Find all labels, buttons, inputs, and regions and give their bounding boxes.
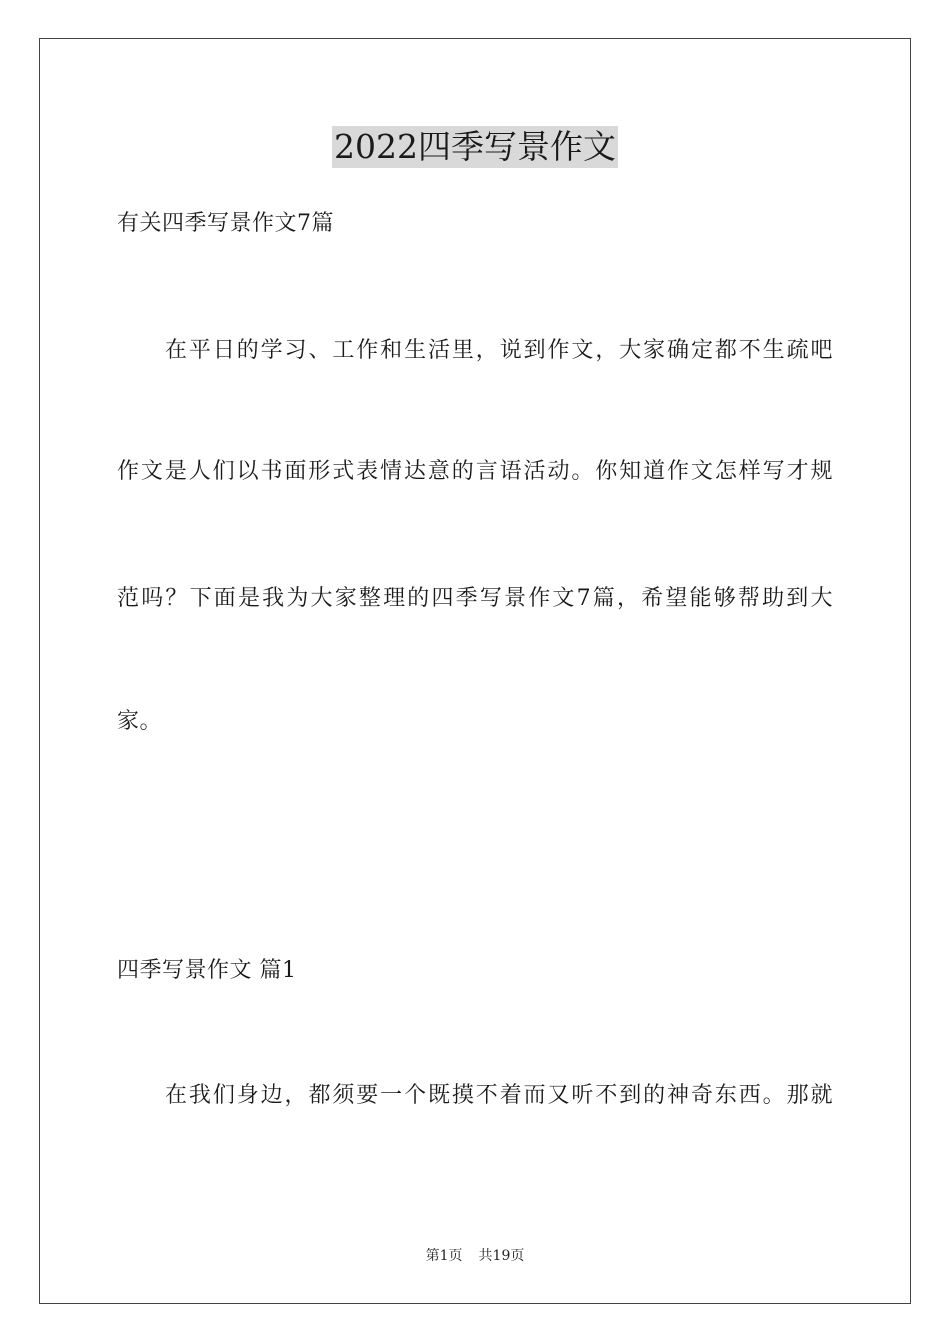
intro-line-3: 范吗？下面是我为大家整理的四季写景作文7篇，希望能够帮助到大 xyxy=(117,586,833,611)
intro-line-1: 在平日的学习、工作和生活里，说到作文，大家确定都不生疏吧 xyxy=(165,338,833,363)
intro-line-2: 作文是人们以书面形式表情达意的言语活动。你知道作文怎样写才规 xyxy=(117,459,833,484)
document-subtitle: 有关四季写景作文7篇 xyxy=(117,211,334,236)
page-number-total: 共19页 xyxy=(478,1248,525,1264)
page-number-current: 第1页 xyxy=(425,1248,463,1264)
title-container xyxy=(0,126,950,168)
intro-line-4: 家。 xyxy=(117,709,163,734)
section-heading: 四季写景作文 篇1 xyxy=(117,958,297,983)
section-line-1: 在我们身边，都须要一个既摸不着而又听不到的神奇东西。那就 xyxy=(165,1083,833,1108)
page-footer xyxy=(0,1247,950,1265)
document-title: 2022四季写景作文 xyxy=(334,127,616,166)
